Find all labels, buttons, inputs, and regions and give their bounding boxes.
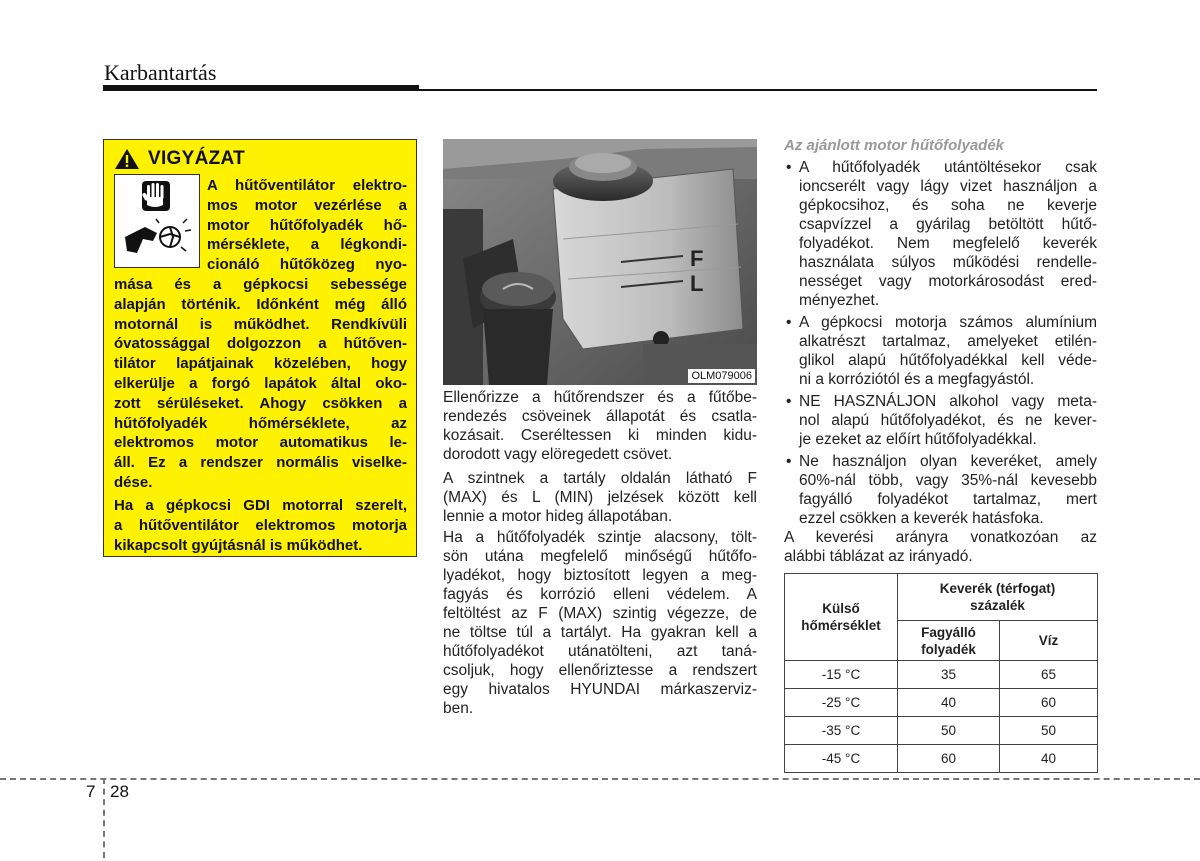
- text-line: Ne használjon olyan keveréket, amely: [799, 453, 1097, 470]
- cell-antifreeze: 40: [898, 689, 1000, 717]
- text-line: Ellenőrizze a hűtőrendszer és a fűtőbe-: [443, 389, 757, 406]
- header-text: Fagyálló: [921, 624, 976, 640]
- coolant-bullet-list: [784, 158, 1097, 531]
- warning-title: VIGYÁZAT: [148, 148, 246, 169]
- warning-line: kikapcsolt gyújtásnál is működhet.: [114, 536, 363, 554]
- text-line: je ezeket az előírt hűtőfolyadékkal.: [799, 431, 1037, 448]
- warning-gdi-text: [114, 496, 407, 555]
- warning-line: tilátor lapátjainak közelében, hogy: [114, 355, 407, 373]
- text-line: rendezés csöveinek állapotát és csatla-: [443, 408, 757, 425]
- bullet-item: [784, 452, 1097, 528]
- bullet-dot-icon: •: [786, 314, 792, 331]
- paragraph-level-marks: [443, 469, 757, 526]
- photo-reference-label: OLM079006: [688, 369, 755, 383]
- text-line: kozásait. Cseréltessen ki minden kidu-: [443, 427, 757, 444]
- table-row: [785, 717, 1098, 745]
- text-line: Ha a hűtőfolyadék szintje alacsony, tölt-: [443, 529, 757, 546]
- text-line: (MAX) és L (MIN) jelzések között kell: [443, 489, 757, 506]
- text-line: ményezhet.: [799, 292, 880, 309]
- text-line: használata súlyos működési rendelle-: [799, 254, 1097, 271]
- text-line: csoljuk, hogy ellenőriztesse a rendszert: [443, 662, 757, 679]
- ratio-paragraph: [784, 528, 1097, 566]
- bullet-item: [784, 313, 1097, 389]
- header-text: hőmérséklet: [801, 618, 881, 633]
- text-line: ben.: [443, 700, 474, 717]
- bullet-dot-icon: •: [786, 393, 792, 410]
- coolant-mix-table: [784, 573, 1098, 773]
- cell-water: 40: [1000, 745, 1098, 773]
- header-antifreeze: [898, 621, 1000, 661]
- bullet-dot-icon: •: [786, 453, 792, 470]
- text-line: ni a korróziótól és a megfagyástól.: [799, 371, 1035, 388]
- text-line: gépkocsihoz, és soha ne keverje: [799, 197, 1097, 214]
- text-line: feltöltést az F (MAX) szintig végezze, de: [443, 605, 757, 622]
- table-header-row: [785, 574, 1098, 621]
- text-line: ne töltse túl a tartályt. Ha gyakran kell a: [443, 624, 757, 641]
- cell-temperature: -15 °C: [785, 661, 898, 689]
- text-line: egy hivatalos HYUNDAI márkaszerviz-: [443, 681, 757, 698]
- text-line: lennie a motor hideg állapotában.: [443, 508, 673, 525]
- warning-line: mása és a gépkocsi sebessége: [114, 276, 407, 293]
- bullet-dot-icon: •: [786, 159, 792, 176]
- header-text: százalék: [970, 598, 1025, 613]
- header-text: folyadék: [921, 641, 976, 657]
- text-line: fagyás és korrózió elleni védelem. A: [443, 586, 757, 603]
- text-line: fagyálló folyadékot tartalmaz, mert: [799, 491, 1097, 508]
- header-text: Keverék (térfogat): [939, 581, 1056, 596]
- warning-line: a hűtőventilátor elektromos motorja: [114, 516, 407, 534]
- hand-injury-icon: [125, 219, 191, 253]
- text-line: nességet vagy motorkárosodást ered-: [799, 273, 1097, 290]
- text-line: ioncserélt vagy lágy vizet használjon a: [799, 178, 1097, 195]
- warning-line: alapján történik. Időnként még álló: [114, 295, 407, 313]
- bullet-item: [784, 158, 1097, 310]
- level-mark-l: L: [690, 271, 704, 296]
- warning-line: A hűtőventilátor elektro-: [207, 177, 407, 194]
- warning-line: mos motor vezérlése a: [207, 196, 407, 214]
- text-line: A hűtőfolyadék utántöltésekor csak: [799, 159, 1097, 176]
- text-line: alkatrészt tartalmaz, amelyeket etilén-: [799, 333, 1097, 350]
- text-line: nol alapú hűtőfolyadékot, és ne kever-: [799, 412, 1097, 429]
- warning-line: óvatossággal dolgozzon a hűtőven-: [114, 335, 407, 353]
- header-water: Víz: [1000, 621, 1098, 661]
- text-line: 60%-nál több, vagy 35%-nál kevesebb: [799, 472, 1097, 489]
- bullet-item: [784, 392, 1097, 449]
- table-row: [785, 745, 1098, 773]
- text-line: NE HASZNÁLJON alkohol vagy meta-: [799, 393, 1097, 410]
- cell-temperature: -45 °C: [785, 745, 898, 773]
- warning-triangle-icon: [114, 148, 140, 170]
- warning-line: motor hűtőfolyadék hő-: [207, 216, 407, 234]
- page-number: 28: [110, 782, 129, 801]
- warning-line: elkerülje a forgó lapátok által oko-: [114, 374, 407, 392]
- text-line: folyadékot. Nem megfelelő keverék: [799, 235, 1097, 252]
- header-rule-thick: [103, 85, 419, 91]
- text-line: sön utána megfelelő minőségű hűtőfo-: [443, 548, 757, 565]
- warning-line: áll. Ez a rendszer normális viselke-: [114, 454, 407, 472]
- chapter-number: 7: [86, 782, 96, 801]
- footer-dashed-rule: [0, 778, 1200, 780]
- table-row: [785, 661, 1098, 689]
- warning-line: elektromos motor automatikus le-: [114, 434, 407, 452]
- warning-line: motornál is működhet. Rendkívüli: [114, 315, 407, 333]
- paragraph-refill: [443, 528, 757, 718]
- warning-header: [114, 148, 245, 170]
- warning-side-text: [207, 176, 407, 275]
- text-line: A keverési arányra vonatkozóan az: [784, 529, 1097, 546]
- text-line: glikol alapú hűtőfolyadékkal kell véde-: [799, 352, 1097, 369]
- warning-line: mérséklete, a légkondi-: [207, 236, 407, 254]
- header-mixture: [898, 574, 1098, 621]
- page-header-title: Karbantartás: [104, 60, 217, 85]
- warning-line: dése.: [114, 473, 153, 491]
- table-row: [785, 689, 1098, 717]
- text-line: A szintnek a tartály oldalán látható F: [443, 470, 757, 487]
- footer-vertical-dashed-rule: [103, 778, 105, 858]
- warning-line: zott sérüléseket. Ahogy csökken a: [114, 394, 407, 412]
- paragraph-check-hoses: [443, 388, 757, 464]
- header-text: Külső: [822, 601, 860, 616]
- text-line: ezzel csökken a keverék hatásfoka.: [799, 510, 1044, 527]
- header-rule-thin: [419, 89, 1097, 91]
- warning-line: cionáló hűtőközeg nyo-: [207, 256, 407, 274]
- cell-water: 50: [1000, 717, 1098, 745]
- text-line: A gépkocsi motorja számos alumínium: [799, 314, 1097, 331]
- coolant-reservoir-photo: [443, 139, 757, 385]
- warning-line: Ha a gépkocsi GDI motorral szerelt,: [114, 497, 407, 514]
- header-outer-temperature: [785, 574, 898, 661]
- section-title: Az ajánlott motor hűtőfolyadék: [784, 137, 1005, 154]
- cell-water: 65: [1000, 661, 1098, 689]
- warning-box: [103, 139, 417, 557]
- fan-hazard-icon: [114, 174, 200, 268]
- cell-antifreeze: 60: [898, 745, 1000, 773]
- warning-body-text: [114, 275, 407, 493]
- text-line: lyadékot, hogy biztosított legyen a meg-: [443, 567, 757, 584]
- text-line: alábbi táblázat az irányadó.: [784, 548, 973, 565]
- text-line: dorodott vagy elöregedett csövet.: [443, 446, 673, 463]
- cell-temperature: -25 °C: [785, 689, 898, 717]
- text-line: csapvízzel a gyárilag betöltött hűtő-: [799, 216, 1097, 233]
- cell-antifreeze: 50: [898, 717, 1000, 745]
- text-line: hűtőfolyadékot utánatölteni, azt taná-: [443, 643, 757, 660]
- hand-stop-icon: [115, 175, 199, 267]
- cell-water: 60: [1000, 689, 1098, 717]
- warning-line: hűtőfolyadék hőmérséklete, az: [114, 414, 407, 432]
- cell-antifreeze: 35: [898, 661, 1000, 689]
- cell-temperature: -35 °C: [785, 717, 898, 745]
- reservoir-illustration: [443, 139, 757, 385]
- level-mark-f: F: [690, 246, 704, 271]
